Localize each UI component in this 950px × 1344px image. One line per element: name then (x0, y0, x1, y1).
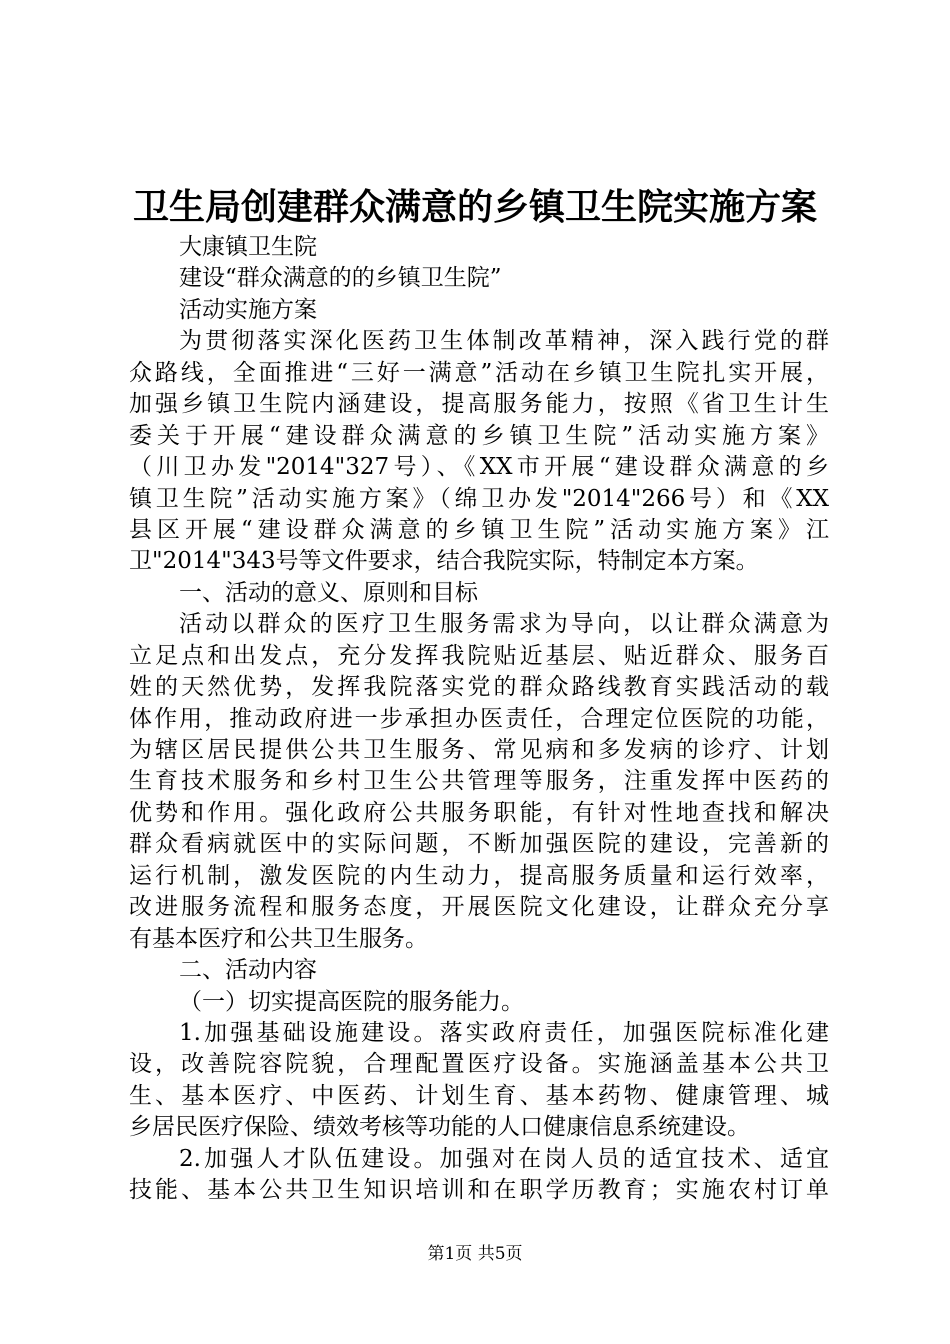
text-line: 乡居民医疗保险、绩效考核等功能的人口健康信息系统建设。 (129, 1114, 750, 1141)
text-line: 技能、基本公共卫生知识培训和在职学历教育；实施农村订单 (129, 1177, 829, 1204)
document-body (129, 232, 829, 1207)
text-line: 众路线，全面推进“三好一满意”活动在乡镇卫生院扎实开展， (129, 359, 829, 386)
text-line: 卫"2014"343号等文件要求，结合我院实际，特制定本方案。 (129, 548, 759, 575)
text-line: 县区开展“建设群众满意的乡镇卫生院”活动实施方案》江 (129, 516, 829, 543)
text-line: 一、活动的意义、原则和目标 (179, 579, 478, 606)
text-line: 体作用，推动政府进一步承担办医责任，合理定位医院的功能， (129, 705, 829, 732)
document-title: 卫生局创建群众满意的乡镇卫生院实施方案 (132, 186, 817, 228)
text-line: 有基本医疗和公共卫生服务。 (129, 925, 428, 952)
text-line: 二、活动内容 (179, 957, 317, 984)
text-line: （川卫办发"2014"327号）、《XX市开展“建设群众满意的乡 (129, 454, 829, 481)
text-line: 加强乡镇卫生院内涵建设，提高服务能力，按照《省卫生计生 (129, 391, 829, 418)
text-line: 设，改善院容院貌，合理配置医疗设备。实施涵盖基本公共卫 (129, 1051, 829, 1078)
text-line: 为辖区居民提供公共卫生服务、常见病和多发病的诊疗、计划 (129, 737, 829, 763)
text-line: 生、基本医疗、中医药、计划生育、基本药物、健康管理、城 (129, 1082, 829, 1109)
text-line: 2.加强人才队伍建设。加强对在岗人员的适宜技术、适宜 (179, 1145, 829, 1172)
page-footer: 第1页 共5页 (427, 1244, 523, 1264)
text-line: 运行机制，激发医院的内生动力，提高服务质量和运行效率， (129, 862, 829, 889)
text-line: 活动以群众的医疗卫生服务需求为导向，以让群众满意为 (179, 611, 829, 638)
text-line: 立足点和出发点，充分发挥我院贴近基层、贴近群众、服务百 (129, 642, 829, 669)
text-line: 群众看病就医中的实际问题，不断加强医院的建设，完善新的 (129, 831, 829, 858)
text-line: 姓的天然优势，发挥我院落实党的群众路线教育实践活动的载 (129, 674, 829, 701)
text-line: 优势和作用。强化政府公共服务职能，有针对性地查找和解决 (129, 799, 829, 826)
text-line: 为贯彻落实深化医药卫生体制改革精神，深入践行党的群 (179, 328, 829, 355)
text-line: 委关于开展“建设群众满意的乡镇卫生院”活动实施方案》 (129, 422, 829, 449)
text-line: （一）切实提高医院的服务能力。 (179, 988, 524, 1015)
text-line: 活动实施方案 (179, 296, 317, 323)
text-line: 大康镇卫生院 (179, 234, 317, 260)
text-line: 建设“群众满意的的乡镇卫生院” (179, 265, 502, 292)
text-line: 改进服务流程和服务态度，开展医院文化建设，让群众充分享 (129, 894, 829, 921)
text-line: 镇卫生院”活动实施方案》（绵卫办发"2014"266号）和《XX (129, 485, 829, 512)
text-line: 1.加强基础设施建设。落实政府责任，加强医院标准化建 (179, 1019, 829, 1046)
text-line: 生育技术服务和乡村卫生公共管理等服务，注重发挥中医药的 (129, 768, 829, 795)
